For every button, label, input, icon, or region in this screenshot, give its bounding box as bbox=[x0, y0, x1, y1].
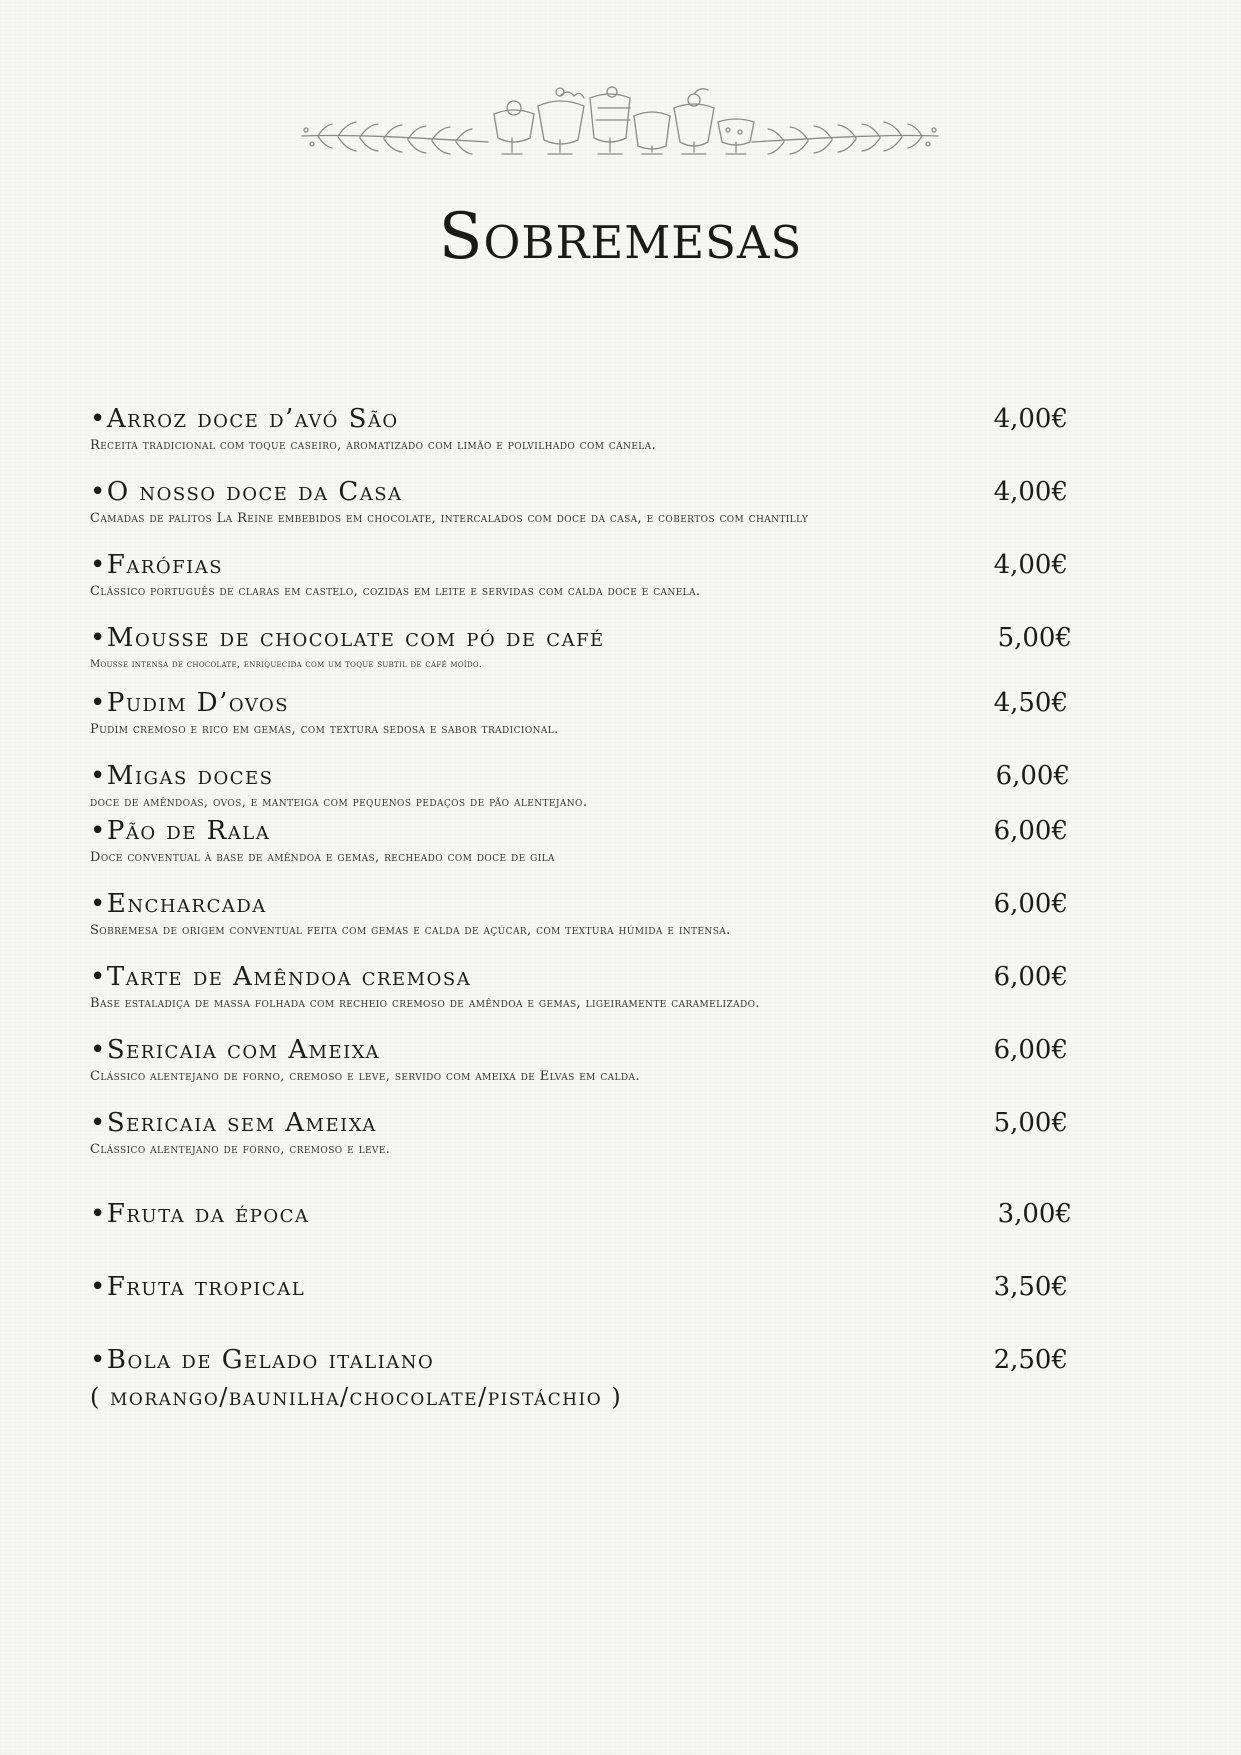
item-name: •Sericaia sem Ameixa bbox=[90, 1108, 377, 1138]
item-name: •Arroz doce d’avó São bbox=[90, 404, 399, 434]
item-price: 6,00€ bbox=[995, 761, 1070, 791]
item-price: 4,00€ bbox=[993, 404, 1068, 434]
item-price: 6,00€ bbox=[993, 889, 1068, 919]
item-price: 6,00€ bbox=[993, 962, 1068, 992]
item-name: •Sericaia com Ameixa bbox=[90, 1035, 380, 1065]
item-description: Sobremesa de origem conventual feita com gemas e calda de açúcar, com textura húmida e intensa. bbox=[90, 923, 731, 938]
item-description: Pudim cremoso e rico em gemas, com textura sedosa e sabor tradicional. bbox=[90, 722, 559, 737]
item-price: 3,50€ bbox=[993, 1272, 1068, 1302]
item-name: •Mousse de chocolate com pó de café bbox=[90, 623, 605, 653]
item-description: Camadas de palitos La Reine embebidos em chocolate, intercalados com doce da casa, e cobertos com chantilly bbox=[90, 511, 809, 526]
item-price: 4,50€ bbox=[993, 688, 1068, 718]
item-description: Doce conventual à base de amêndoa e gemas, recheado com doce de gila bbox=[90, 850, 555, 865]
item-flavors: ( morango/baunilha/chocolate/pistáchio ) bbox=[90, 1383, 623, 1411]
item-name: •Fruta tropical bbox=[90, 1272, 306, 1302]
desserts-ornament-icon bbox=[298, 86, 942, 178]
item-name: •Pudim D’ovos bbox=[90, 688, 290, 718]
item-price: 5,00€ bbox=[997, 623, 1072, 653]
item-name: •Fruta da época bbox=[90, 1199, 310, 1229]
item-name: •Tarte de Amêndoa cremosa bbox=[90, 962, 472, 992]
item-price: 6,00€ bbox=[993, 1035, 1068, 1065]
item-price: 5,00€ bbox=[993, 1108, 1068, 1138]
item-description: Base estaladiça de massa folhada com recheio cremoso de amêndoa e gemas, ligeiramente caramelizado. bbox=[90, 996, 760, 1011]
item-description: Clássico português de claras em castelo, cozidas em leite e servidas com calda doce e canela. bbox=[90, 584, 701, 599]
item-description: doce de amêndoas, ovos, e manteiga com pequenos pedaços de pão alentejano. bbox=[90, 795, 588, 810]
item-name: •Bola de Gelado italiano bbox=[90, 1345, 435, 1375]
item-description: Receita tradicional com toque caseiro, aromatizado com limão e polvilhado com canela. bbox=[90, 438, 657, 453]
item-price: 3,00€ bbox=[997, 1199, 1072, 1229]
item-description: Clássico alentejano de forno, cremoso e leve, servido com ameixa de Elvas em calda. bbox=[90, 1069, 640, 1084]
item-price: 2,50€ bbox=[993, 1345, 1068, 1375]
page-title: Sobremesas bbox=[438, 200, 803, 274]
item-name: •Farófias bbox=[90, 550, 224, 580]
item-name: •Pão de Rala bbox=[90, 816, 271, 846]
item-name: •Encharcada bbox=[90, 889, 267, 919]
item-description: Clássico alentejano de forno, cremoso e leve. bbox=[90, 1142, 391, 1157]
item-name: •Migas doces bbox=[90, 761, 274, 791]
item-name: •O nosso doce da Casa bbox=[90, 477, 403, 507]
item-description: Mousse intensa de chocolate, enriquecida com um toque subtil de café moído. bbox=[90, 659, 483, 670]
item-price: 6,00€ bbox=[993, 816, 1068, 846]
item-price: 4,00€ bbox=[993, 550, 1068, 580]
item-price: 4,00€ bbox=[993, 477, 1068, 507]
